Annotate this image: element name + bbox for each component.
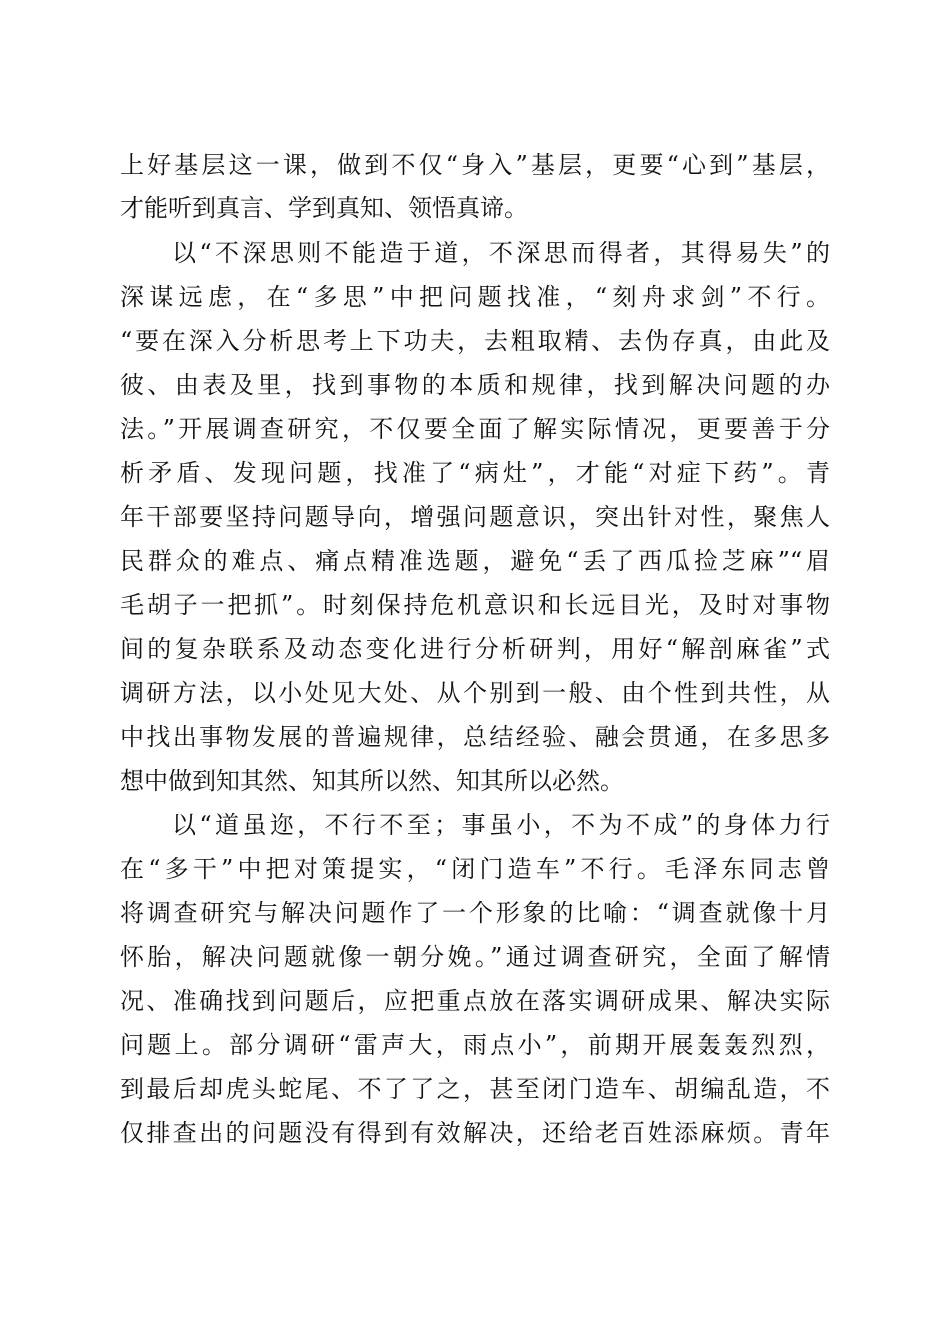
text-line: 调研方法，以小处见大处、从个别到一般、由个性到共性，从 [120,679,830,707]
text-line: 民群众的难点、痛点精准选题，避免“丢了西瓜捡芝麻”“眉 [120,547,830,575]
text-line: 将调查研究与解决问题作了一个形象的比喻：“调查就像十月 [120,899,830,927]
text-line: 彼、由表及里，找到事物的本质和规律，找到解决问题的办 [120,371,830,399]
text-line: 法。”开展调查研究，不仅要全面了解实际情况，更要善于分 [120,415,830,443]
text-line: 想中做到知其然、知其所以然、知其所以必然。 [120,767,624,795]
text-line: 间的复杂联系及动态变化进行分析研判，用好“解剖麻雀”式 [120,635,830,663]
text-line: 问题上。部分调研“雷声大，雨点小”，前期开展轰轰烈烈， [120,1031,830,1059]
text-line: 深谋远虑，在“多思”中把问题找准，“刻舟求剑”不行。 [120,283,830,311]
text-line: 析矛盾、发现问题，找准了“病灶”，才能“对症下药”。青 [120,459,830,487]
text-line: 年干部要坚持问题导向，增强问题意识，突出针对性，聚焦人 [120,503,830,531]
text-line: “要在深入分析思考上下功夫，去粗取精、去伪存真，由此及 [120,327,830,355]
text-line: 到最后却虎头蛇尾、不了了之，甚至闭门造车、胡编乱造，不 [120,1075,830,1103]
text-line: 才能听到真言、学到真知、领悟真谛。 [120,194,528,222]
text-line: 以“不深思则不能造于道，不深思而得者，其得易失”的 [172,239,830,267]
text-line: 以“道虽迩，不行不至；事虽小，不为不成”的身体力行 [172,811,830,839]
text-line: 中找出事物发展的普遍规律，总结经验、融会贯通，在多思多 [120,723,830,751]
text-line: 上好基层这一课，做到不仅“身入”基层，更要“心到”基层， [120,151,830,179]
text-line: 况、准确找到问题后，应把重点放在落实调研成果、解决实际 [120,987,830,1015]
text-line: 怀胎，解决问题就像一朝分娩。”通过调查研究，全面了解情 [120,943,830,971]
text-line: 在“多干”中把对策提实，“闭门造车”不行。毛泽东同志曾 [120,855,830,883]
text-line: 毛胡子一把抓”。时刻保持危机意识和长远目光，及时对事物 [120,591,830,619]
text-line: 仅排查出的问题没有得到有效解决，还给老百姓添麻烦。青年 [120,1119,830,1147]
